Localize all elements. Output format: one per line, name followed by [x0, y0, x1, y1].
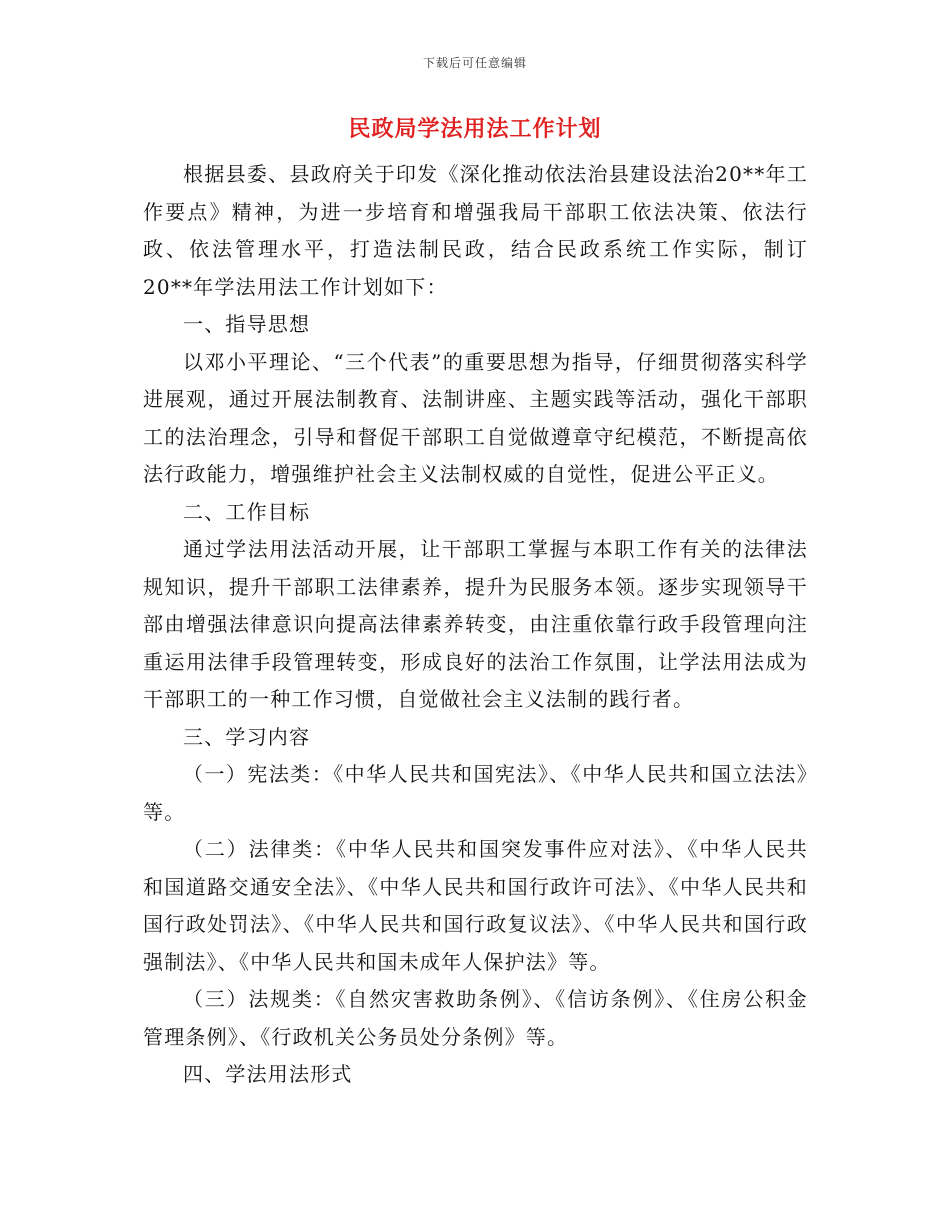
intro-paragraph: 根据县委、县政府关于印发《深化推动依法治县建设法治20**年工作要点》精神，为进一步培育和增强我局干部职工依法决策、依法行政、依法管理水平，打造法制民政，结合民政系统工作实际，制订20**年学法用法工作计划如下： — [143, 162, 808, 299]
section-heading-guiding-ideology: 一、指导思想 — [183, 312, 311, 336]
study-item-regulations: （三）法规类：《自然灾害救助条例》、《信访条例》、《住房公积金管理条例》、《行政机关公务员处分条例》等。 — [143, 987, 808, 1049]
section-heading-work-goals: 二、工作目标 — [183, 499, 311, 524]
study-item-laws: （二）法律类：《中华人民共和国突发事件应对法》、《中华人民共和国道路交通安全法》、《中华人民共和国行政许可法》、《中华人民共和国行政处罚法》、《中华人民共和国行政复议法》、《中华人民共和国行政强制法》、《中华人民共和国未成年人保护法》等。 — [143, 837, 808, 974]
work-goals-paragraph: 通过学法用法活动开展，让干部职工掌握与本职工作有关的法律法规知识，提升干部职工法律素养，提升为民服务本领。逐步实现领导干部由增强法律意识向提高法律素养转变，由注重依靠行政手段管理向注重运用法律手段管理转变，形成良好的法治工作氛围，让学法用法成为干部职工的一种工作习惯，自觉做社会主义法制的践行者。 — [143, 537, 808, 711]
section-heading-study-forms: 四、学法用法形式 — [183, 1062, 353, 1086]
study-item-constitution: （一）宪法类：《中华人民共和国宪法》、《中华人民共和国立法法》等。 — [143, 762, 808, 824]
header-note: 下载后可任意编辑 — [422, 56, 527, 70]
guiding-ideology-paragraph: 以邓小平理论、“三个代表”的重要思想为指导，仔细贯彻落实科学进展观，通过开展法制教育、法制讲座、主题实践等活动，强化干部职工的法治理念，引导和督促干部职工自觉做遵章守纪模范，不断提高依法行政能力，增强维护社会主义法制权威的自觉性，促进公平正义。 — [143, 349, 808, 486]
document-title: 民政局学法用法工作计划 — [348, 116, 602, 142]
section-heading-study-content: 三、学习内容 — [183, 724, 311, 749]
document-body — [143, 156, 808, 1094]
